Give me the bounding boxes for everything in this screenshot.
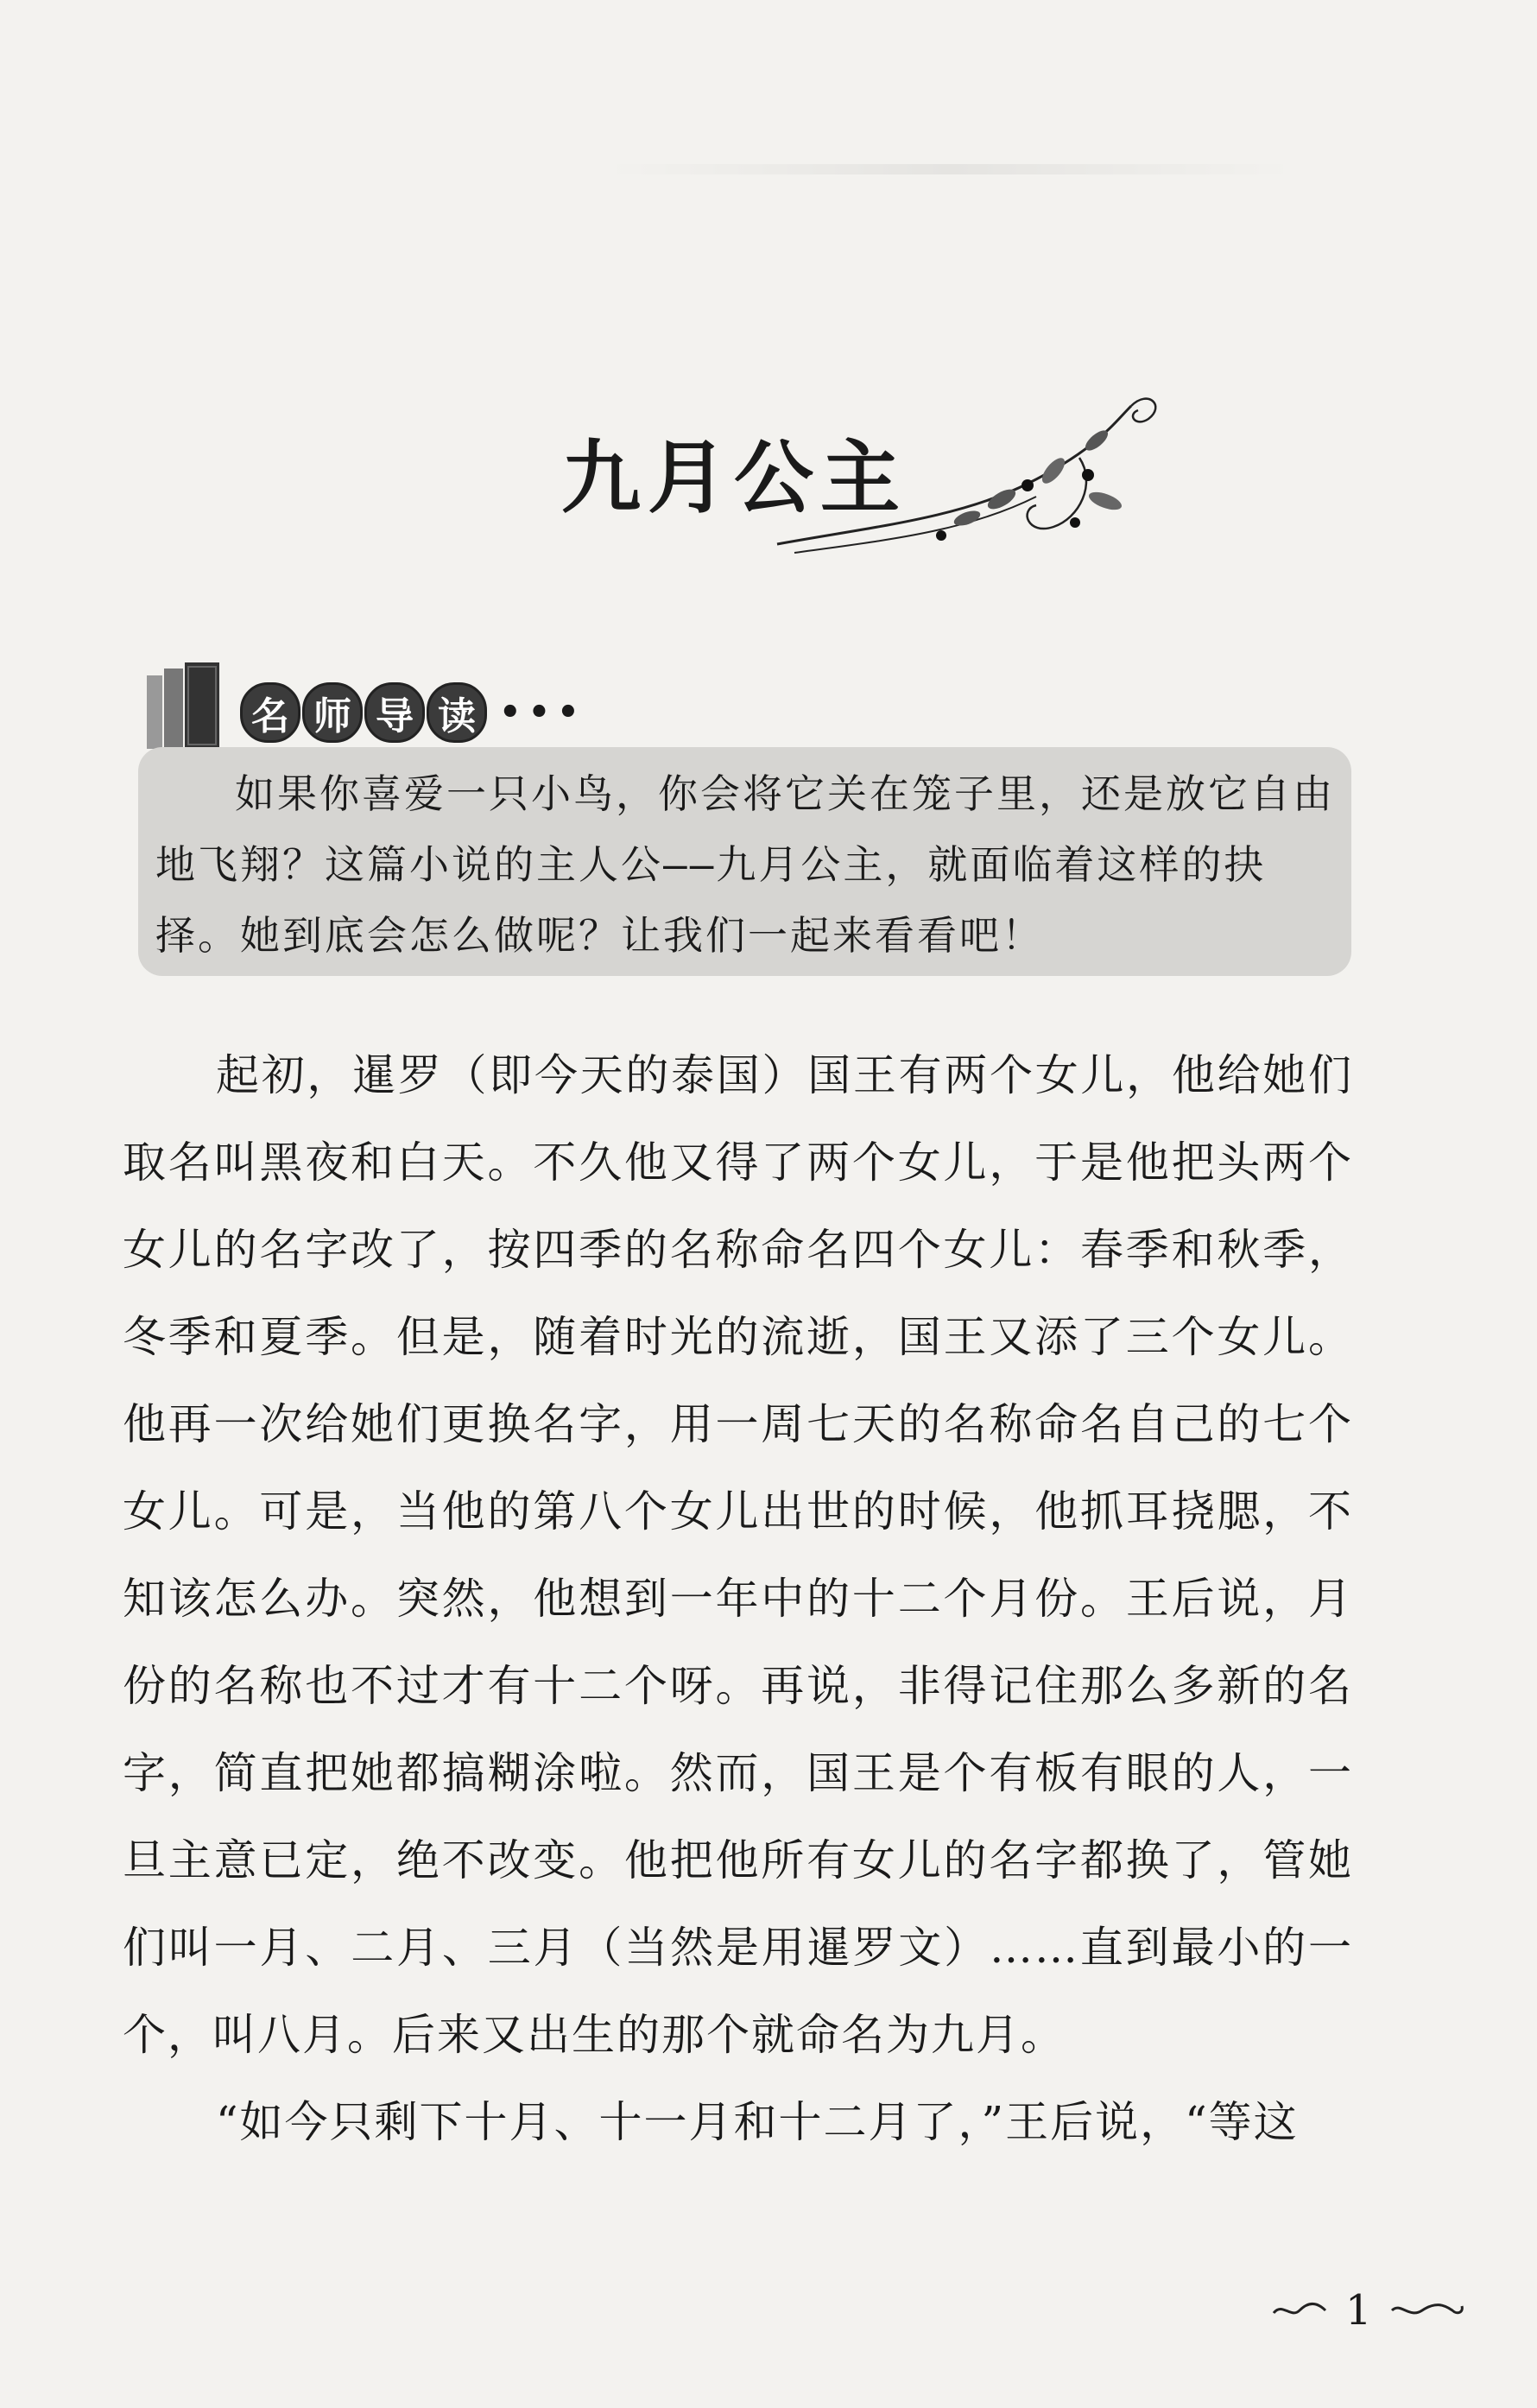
guide-label-char: 师 [302,682,363,743]
paragraph: 起初，暹罗（即今天的泰国）国王有两个女儿，他给她们取名叫黑夜和白天。不久他又得了两个女儿，于是他把头两个女儿的名字改了，按四季的名称命名四个女儿：春季和秋季，冬季和夏季。但是，随着时光的流逝，国王又添了三个女儿。他再一次给她们更换名字，用一周七天的名称命名自己的七个女儿。可是，当他的第八个女儿出世的时候，他抓耳挠腮，不知该怎么办。突然，他想到一年中的十二个月份。王后说，月份的名称也不过才有十二个呀。再说，非得记住那么多新的名字，简直把她都搞糊涂啦。然而，国王是个有板有眼的人，一旦主意已定，绝不改变。他把他所有女儿的名字都换了，管她们叫一月、二月、三月（当然是用暹罗文）……直到最小的一个，叫八月。后来又出生的那个就命名为九月。 [123,1050,1353,2060]
guide-label [240,681,586,745]
swirl-left-icon [1269,2297,1330,2323]
book-icon [138,658,233,753]
paragraph: “如今只剩下十月、十一月和十二月了，”王后说，“等这 [216,2097,1299,2147]
guide-dots: ••• [499,693,586,732]
vine-ornament-icon [768,389,1200,561]
page-footer [1269,2284,1465,2336]
page-number: 1 [1345,2286,1372,2335]
faded-header-band [604,164,1295,174]
guide-label-char: 读 [427,682,487,743]
body-text [123,1032,1353,2166]
guide-label-char: 名 [240,682,300,743]
swirl-right-icon [1388,2297,1465,2323]
guide-label-char: 导 [364,682,425,743]
chapter-title: 九月公主 [561,431,908,524]
intro-text: 如果你喜爱一只小鸟，你会将它关在笼子里，还是放它自由地飞翔？这篇小说的主人公——九月公主，就面临着这样的抉择。她到底会怎么做呢？让我们一起来看看吧！ [155,770,1335,959]
